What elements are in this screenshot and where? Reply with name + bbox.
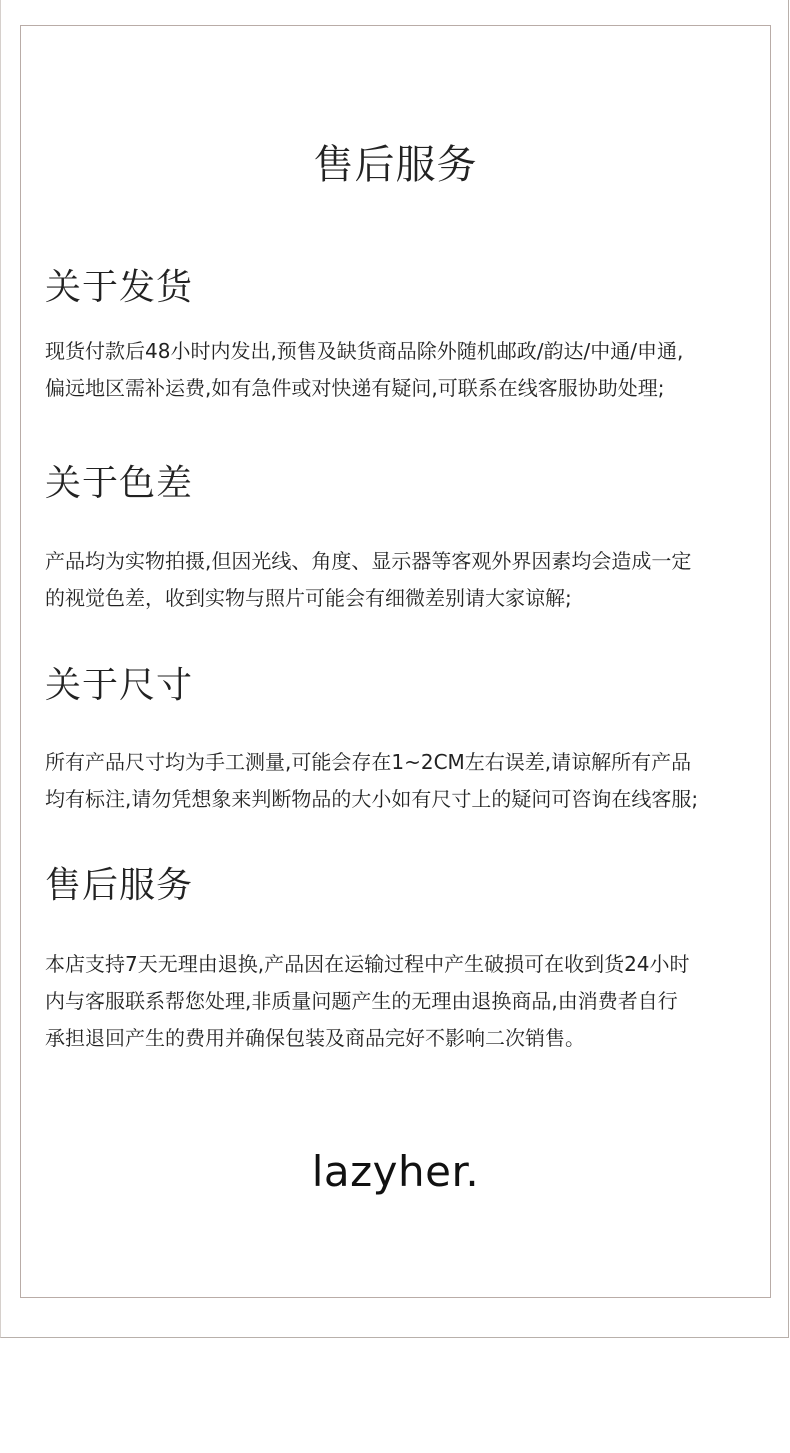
section-line: 均有标注,请勿凭想象来判断物品的大小如有尺寸上的疑问可咨询在线客服;: [45, 787, 699, 811]
section-line: 本店支持7天无理由退换,产品因在运输过程中产生破损可在收到货24小时: [45, 952, 690, 976]
section-line: 的视觉色差，收到实物与照片可能会有细微差别请大家谅解;: [45, 586, 572, 610]
section-heading-shipping: 关于发货: [45, 267, 194, 308]
section-line: 产品均为实物拍摄,但因光线、角度、显示器等客观外界因素均会造成一定: [45, 549, 692, 573]
section-line: 内与客服联系帮您处理,非质量问题产生的无理由退换商品,由消费者自行: [45, 989, 678, 1013]
page-title: 售后服务: [313, 142, 478, 188]
brand-logo: lazyher.: [311, 1147, 480, 1196]
section-body-after-sales: [45, 946, 757, 1057]
section-body-shipping: [45, 333, 757, 407]
section-line: 所有产品尺寸均为手工测量,可能会存在1~2CM左右误差,请谅解所有产品: [45, 750, 692, 774]
section-line: 偏远地区需补运费,如有急件或对快递有疑问,可联系在线客服协助处理;: [45, 376, 665, 400]
section-heading-color: 关于色差: [45, 463, 194, 504]
section-line: 现货付款后48小时内发出,预售及缺货商品除外随机邮政/韵达/中通/申通,: [45, 339, 684, 363]
section-heading-after-sales: 售后服务: [45, 865, 194, 906]
after-sales-card: [20, 25, 771, 1298]
section-body-color: [45, 543, 757, 617]
section-line: 承担退回产生的费用并确保包装及商品完好不影响二次销售。: [45, 1026, 585, 1050]
section-body-size: [45, 744, 757, 818]
section-heading-size: 关于尺寸: [45, 665, 194, 706]
